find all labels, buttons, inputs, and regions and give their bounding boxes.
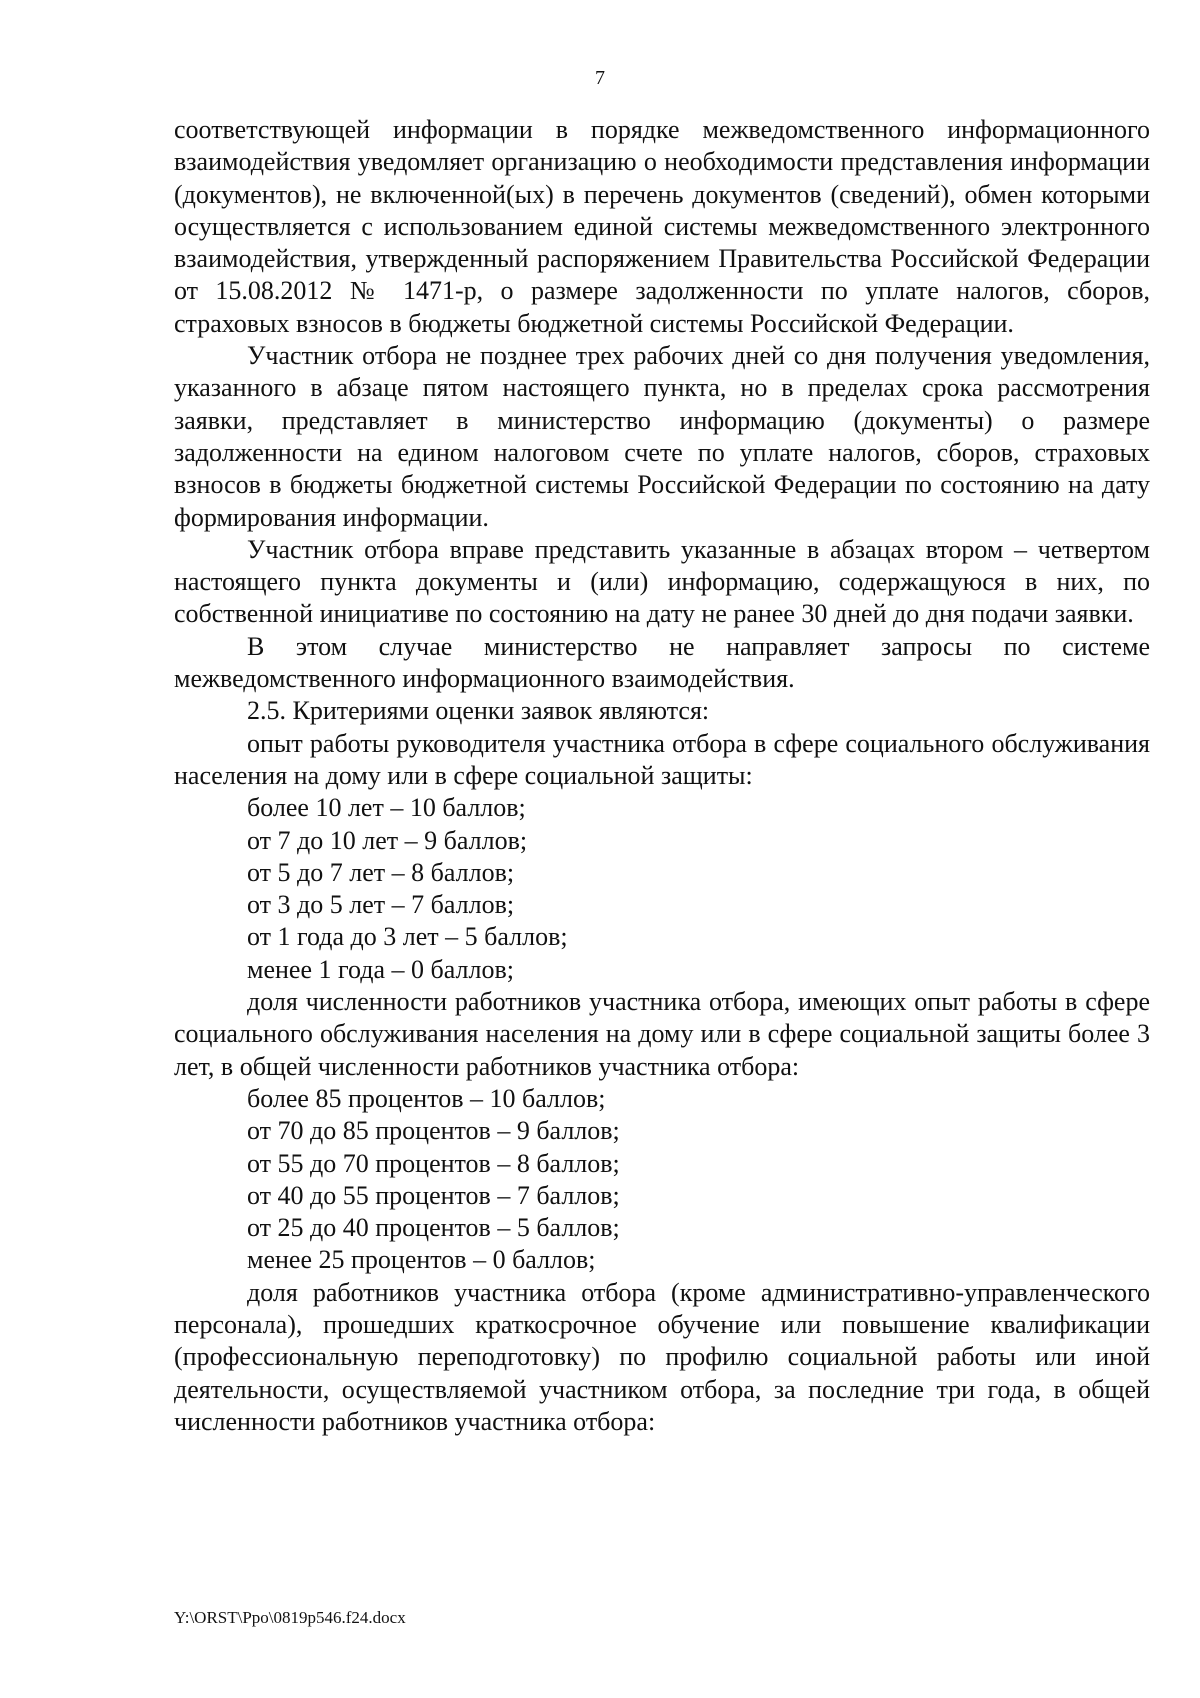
list-item: менее 1 года – 0 баллов; (247, 954, 514, 984)
list-item: от 25 до 40 процентов – 5 баллов; (247, 1213, 620, 1243)
list-item: от 1 года до 3 лет – 5 баллов; (247, 922, 568, 952)
paragraph-criteria-heading: 2.5. Критериями оценки заявок являются: (247, 696, 710, 726)
paragraph-staff-experience-share: доля численности работников участника отбора, имеющих опыт работы в сфере социального обслуживания населения на дому или в сфере социальной защиты более 3 лет, в общей численности работников участника отбора: (174, 987, 1150, 1081)
list-item: от 7 до 10 лет – 9 баллов; (247, 825, 528, 855)
list-item: менее 25 процентов – 0 баллов; (247, 1245, 596, 1275)
share-score-list (174, 1083, 1150, 1277)
list-item: от 40 до 55 процентов – 7 баллов; (247, 1180, 620, 1210)
paragraph-participant-response: Участник отбора не позднее трех рабочих дней со дня получения уведомления, указанного в абзаце пятом настоящего пункта, но в пределах срока рассмотрения заявки, представляет в министерство информацию (документы) о размере задолженности на едином налоговом счете по уплате налогов, сборов, страховых взносов в бюджеты бюджетной системы Российской Федерации по состоянию на дату формирования информации. (174, 341, 1150, 532)
file-path-footer: Y:\ORST\Ppo\0819p546.f24.docx (174, 1608, 406, 1627)
paragraph-manager-experience: опыт работы руководителя участника отбора в сфере социального обслуживания населения на дому или в сфере социальной защиты: (174, 728, 1150, 790)
list-item: от 70 до 85 процентов – 9 баллов; (247, 1116, 620, 1146)
list-item: более 10 лет – 10 баллов; (247, 793, 526, 823)
list-item: более 85 процентов – 10 баллов; (247, 1083, 606, 1113)
paragraph-own-initiative: Участник отбора вправе представить указанные в абзацах втором – четвертом настоящего пункта документы и (или) информацию, содержащуюся в них, по собственной инициативе по состоянию на дату не ранее 30 дней до дня подачи заявки. (174, 534, 1150, 629)
page-number: 7 (595, 67, 605, 89)
document-body (174, 114, 1150, 1438)
list-item: от 3 до 5 лет – 7 баллов; (247, 890, 515, 920)
paragraph-no-requests: В этом случае министерство не направляет запросы по системе межведомственного информационного взаимодействия. (174, 631, 1150, 694)
list-item: от 5 до 7 лет – 8 баллов; (247, 857, 515, 887)
paragraph-notification: соответствующей информации в порядке межведомственного информационного взаимодействия уведомляет организацию о необходимости представления информации (документов), не включенной(ых) в перечень документов (сведений), обмен которыми осуществляется с использованием единой системы межведомственного электронного взаимодействия, утвержденный распоряжением Правительства Российской Федерации от 15.08.2012 № 1471-р, о размере задолженности по уплате налогов, сборов, страховых взносов в бюджеты бюджетной системы Российской Федерации. (174, 115, 1150, 338)
experience-score-list (174, 792, 1150, 986)
paragraph-training-share: доля работников участника отбора (кроме административно-управленческого персонала), прошедших краткосрочное обучение или повышение квалификации (профессиональную переподготовку) по профилю социальной работы или иной деятельности, осуществляемой участником отбора, за последние три года, в общей численности работников участника отбора: (174, 1277, 1150, 1436)
list-item: от 55 до 70 процентов – 8 баллов; (247, 1148, 620, 1178)
